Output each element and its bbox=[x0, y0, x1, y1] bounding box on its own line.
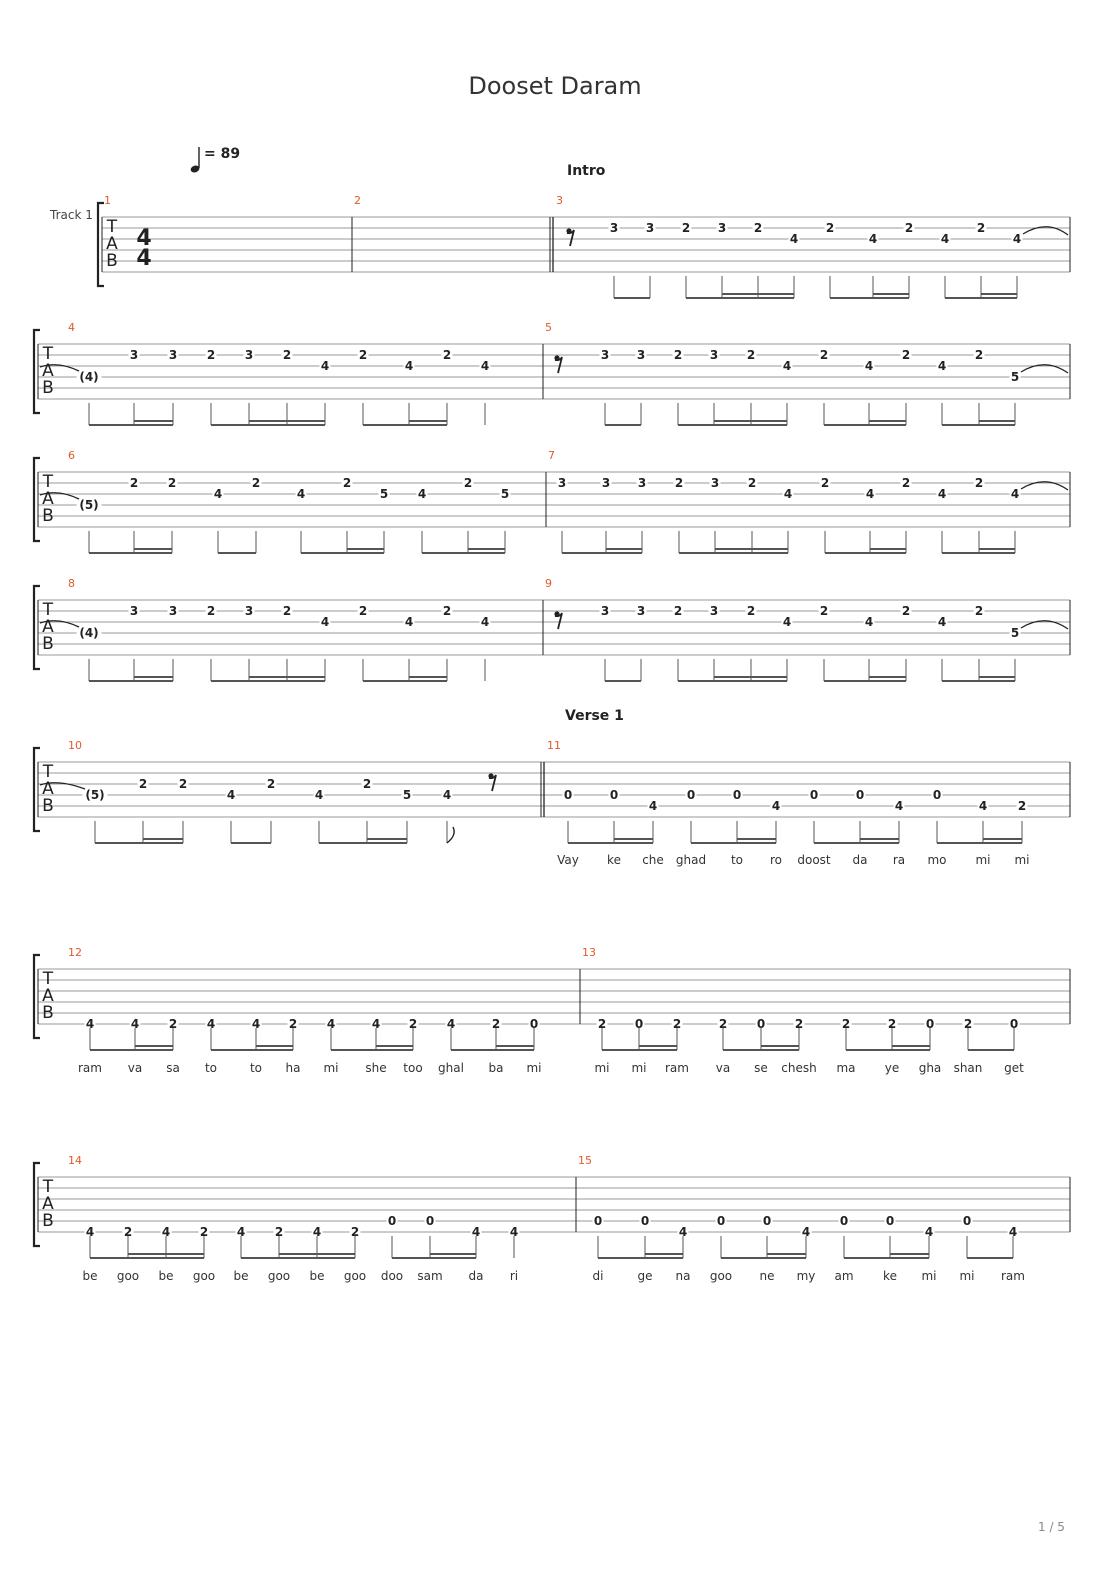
fret-number: 4 bbox=[206, 1017, 216, 1031]
lyric-syllable: goo bbox=[192, 1269, 216, 1283]
fret-number: 2 bbox=[178, 777, 188, 791]
fret-number: 4 bbox=[236, 1225, 246, 1239]
tab-clef-letter: A bbox=[42, 1194, 54, 1214]
fret-number: 3 bbox=[600, 604, 610, 618]
lyric-syllable: ghal bbox=[438, 1061, 464, 1075]
fret-number: 0 bbox=[839, 1214, 849, 1228]
tab-clef-letter: B bbox=[42, 796, 54, 816]
fret-number: 3 bbox=[557, 476, 567, 490]
fret-number: 4 bbox=[326, 1017, 336, 1031]
fret-number: 2 bbox=[350, 1225, 360, 1239]
measure-number: 1 bbox=[104, 194, 111, 207]
tab-clef-letter: B bbox=[106, 251, 118, 271]
tab-clef-letter: T bbox=[42, 1177, 54, 1197]
fret-number: 4 bbox=[371, 1017, 381, 1031]
eighth-rest bbox=[554, 355, 562, 373]
tab-system bbox=[34, 577, 1070, 681]
fret-number: 2 bbox=[442, 348, 452, 362]
lyric-syllable: my bbox=[796, 1269, 816, 1283]
fret-number: 4 bbox=[161, 1225, 171, 1239]
tab-clef-letter: T bbox=[42, 600, 54, 620]
lyric-syllable: va bbox=[715, 1061, 731, 1075]
tab-clef-letter: T bbox=[42, 344, 54, 364]
lyric-syllable: be bbox=[82, 1269, 98, 1283]
fret-number: 0 bbox=[809, 788, 819, 802]
fret-number: 4 bbox=[320, 359, 330, 373]
fret-number: 2 bbox=[463, 476, 473, 490]
lyric-syllable: ri bbox=[509, 1269, 519, 1283]
fret-number: 2 bbox=[266, 777, 276, 791]
fret-number: 4 bbox=[296, 487, 306, 501]
fret-number: 4 bbox=[782, 359, 792, 373]
page-number: 1 / 5 bbox=[1038, 1520, 1065, 1534]
lyric-syllable: chesh bbox=[781, 1061, 817, 1075]
fret-number: 2 bbox=[963, 1017, 973, 1031]
fret-number: 5 bbox=[379, 487, 389, 501]
measure-number: 7 bbox=[548, 449, 555, 462]
lyric-syllable: to bbox=[249, 1061, 263, 1075]
tab-system bbox=[34, 946, 1070, 1075]
fret-number: 2 bbox=[746, 348, 756, 362]
fret-number: 0 bbox=[756, 1017, 766, 1031]
fret-number: 4 bbox=[801, 1225, 811, 1239]
lyric-syllable: sa bbox=[166, 1061, 180, 1075]
fret-number: 4 bbox=[442, 788, 452, 802]
fret-number: 4 bbox=[471, 1225, 481, 1239]
fret-number: 2 bbox=[362, 777, 372, 791]
lyric-syllable: mi bbox=[594, 1061, 610, 1075]
fret-number: 3 bbox=[636, 348, 646, 362]
fret-number: 4 bbox=[130, 1017, 140, 1031]
tab-clef-letter: B bbox=[42, 1003, 54, 1023]
fret-number: 2 bbox=[819, 604, 829, 618]
fret-number: 3 bbox=[609, 221, 619, 235]
measure-number: 4 bbox=[68, 321, 75, 334]
fret-number: 4 bbox=[771, 799, 781, 813]
fret-number: (5) bbox=[79, 498, 99, 512]
tab-system bbox=[34, 1154, 1070, 1283]
fret-number: 3 bbox=[601, 476, 611, 490]
measure-number: 13 bbox=[582, 946, 596, 959]
tempo-value: = 89 bbox=[204, 146, 241, 162]
lyric-syllable: to bbox=[730, 853, 744, 867]
tab-clef-letter: T bbox=[42, 472, 54, 492]
fret-number: 2 bbox=[274, 1225, 284, 1239]
fret-number: 0 bbox=[762, 1214, 772, 1228]
lyric-syllable: mi bbox=[921, 1269, 937, 1283]
fret-number: 2 bbox=[199, 1225, 209, 1239]
fret-number: 4 bbox=[446, 1017, 456, 1031]
score-title: Dooset Daram bbox=[468, 72, 642, 100]
lyric-syllable: goo bbox=[267, 1269, 291, 1283]
note-flag bbox=[447, 827, 454, 843]
lyric-syllable: to bbox=[204, 1061, 218, 1075]
fret-number: 0 bbox=[529, 1017, 539, 1031]
fret-number: 0 bbox=[634, 1017, 644, 1031]
fret-number: 2 bbox=[819, 348, 829, 362]
fret-number: 0 bbox=[925, 1017, 935, 1031]
tab-clef-letter: T bbox=[42, 969, 54, 989]
lyric-syllable: ha bbox=[285, 1061, 301, 1075]
lyric-syllable: gha bbox=[918, 1061, 942, 1075]
fret-number: 2 bbox=[674, 476, 684, 490]
fret-number: 2 bbox=[901, 604, 911, 618]
system-bracket bbox=[34, 586, 40, 669]
fret-number: 4 bbox=[937, 615, 947, 629]
fret-number: 4 bbox=[213, 487, 223, 501]
fret-number: 2 bbox=[129, 476, 139, 490]
system-bracket bbox=[34, 1163, 40, 1246]
fret-number: 4 bbox=[417, 487, 427, 501]
tab-clef-letter: A bbox=[42, 617, 54, 637]
fret-number: 2 bbox=[904, 221, 914, 235]
system-bracket bbox=[98, 203, 104, 286]
fret-number: 4 bbox=[978, 799, 988, 813]
fret-number: 2 bbox=[288, 1017, 298, 1031]
fret-number: 3 bbox=[244, 348, 254, 362]
fret-number: 0 bbox=[425, 1214, 435, 1228]
fret-number: 3 bbox=[709, 604, 719, 618]
fret-number: 2 bbox=[167, 476, 177, 490]
lyric-syllable: be bbox=[309, 1269, 325, 1283]
lyric-syllable: goo bbox=[709, 1269, 733, 1283]
fret-number: 3 bbox=[637, 476, 647, 490]
fret-number: 2 bbox=[746, 604, 756, 618]
lyric-syllable: get bbox=[1004, 1061, 1024, 1075]
fret-number: 4 bbox=[868, 232, 878, 246]
section-label-intro: Intro bbox=[567, 163, 606, 179]
fret-number: 0 bbox=[885, 1214, 895, 1228]
fret-number: 2 bbox=[206, 604, 216, 618]
lyric-syllable: mo bbox=[927, 853, 947, 867]
fret-number: 2 bbox=[901, 476, 911, 490]
tab-clef-letter: A bbox=[42, 361, 54, 381]
fret-number: (5) bbox=[85, 788, 105, 802]
lyric-syllable: doost bbox=[797, 853, 831, 867]
fret-number: 3 bbox=[129, 348, 139, 362]
fret-number: 0 bbox=[732, 788, 742, 802]
tab-clef-letter: T bbox=[106, 217, 118, 237]
eighth-rest bbox=[488, 773, 496, 791]
fret-number: 4 bbox=[864, 359, 874, 373]
measure-number: 10 bbox=[68, 739, 82, 752]
fret-number: 4 bbox=[314, 788, 324, 802]
lyric-syllable: shan bbox=[953, 1061, 983, 1075]
fret-number: 2 bbox=[841, 1017, 851, 1031]
fret-number: 4 bbox=[783, 487, 793, 501]
fret-number: 4 bbox=[1012, 232, 1022, 246]
lyric-syllable: ram bbox=[78, 1061, 102, 1075]
tab-clef-letter: B bbox=[42, 506, 54, 526]
track-name: Track 1 bbox=[50, 208, 93, 222]
system-bracket bbox=[34, 955, 40, 1038]
fret-number: 0 bbox=[855, 788, 865, 802]
system-bracket bbox=[34, 748, 40, 831]
lyric-syllable: da bbox=[852, 853, 868, 867]
measure-number: 9 bbox=[545, 577, 552, 590]
fret-number: 3 bbox=[129, 604, 139, 618]
eighth-rest bbox=[554, 611, 562, 629]
lyric-syllable: sam bbox=[417, 1269, 443, 1283]
fret-number: 0 bbox=[686, 788, 696, 802]
measure-number: 14 bbox=[68, 1154, 82, 1167]
fret-number: 5 bbox=[500, 487, 510, 501]
tab-clef-letter: A bbox=[42, 779, 54, 799]
lyric-syllable: che bbox=[642, 853, 664, 867]
lyric-syllable: mi bbox=[959, 1269, 975, 1283]
fret-number: 0 bbox=[962, 1214, 972, 1228]
fret-number: 4 bbox=[782, 615, 792, 629]
lyric-syllable: ram bbox=[1001, 1269, 1025, 1283]
fret-number: 2 bbox=[681, 221, 691, 235]
fret-number: (4) bbox=[79, 370, 99, 384]
section-label-verse-1: Verse 1 bbox=[565, 708, 624, 724]
lyric-syllable: di bbox=[592, 1269, 604, 1283]
fret-number: 2 bbox=[442, 604, 452, 618]
fret-number: 2 bbox=[887, 1017, 897, 1031]
time-signature-bottom: 4 bbox=[136, 246, 152, 271]
fret-number: 4 bbox=[320, 615, 330, 629]
fret-number: 3 bbox=[168, 348, 178, 362]
fret-number: 5 bbox=[402, 788, 412, 802]
fret-number: 3 bbox=[717, 221, 727, 235]
lyric-syllable: goo bbox=[116, 1269, 140, 1283]
lyric-syllable: va bbox=[127, 1061, 143, 1075]
tab-clef-letter: B bbox=[42, 1211, 54, 1231]
lyric-syllable: ke bbox=[883, 1269, 897, 1283]
fret-number: 4 bbox=[937, 487, 947, 501]
measure-number: 11 bbox=[547, 739, 561, 752]
fret-number: 2 bbox=[138, 777, 148, 791]
fret-number: 2 bbox=[794, 1017, 804, 1031]
tab-clef-letter: A bbox=[42, 986, 54, 1006]
fret-number: 2 bbox=[976, 221, 986, 235]
fret-number: 2 bbox=[825, 221, 835, 235]
lyric-syllable: doo bbox=[380, 1269, 404, 1283]
fret-number: 2 bbox=[342, 476, 352, 490]
fret-number: 0 bbox=[593, 1214, 603, 1228]
lyric-syllable: ke bbox=[607, 853, 621, 867]
lyric-syllable: da bbox=[468, 1269, 484, 1283]
lyric-syllable: ge bbox=[637, 1269, 653, 1283]
fret-number: 5 bbox=[1010, 626, 1020, 640]
measure-number: 8 bbox=[68, 577, 75, 590]
fret-number: 2 bbox=[358, 604, 368, 618]
fret-number: 4 bbox=[480, 615, 490, 629]
fret-number: 2 bbox=[358, 348, 368, 362]
tab-clef-letter: T bbox=[42, 762, 54, 782]
fret-number: (4) bbox=[79, 626, 99, 640]
lyric-syllable: Vay bbox=[557, 853, 579, 867]
fret-number: 3 bbox=[645, 221, 655, 235]
fret-number: 2 bbox=[206, 348, 216, 362]
lyric-syllable: goo bbox=[343, 1269, 367, 1283]
fret-number: 3 bbox=[636, 604, 646, 618]
tab-clef-letter: A bbox=[42, 489, 54, 509]
lyric-syllable: mi bbox=[1014, 853, 1030, 867]
fret-number: 3 bbox=[600, 348, 610, 362]
tab-system bbox=[34, 739, 1070, 867]
fret-number: 3 bbox=[168, 604, 178, 618]
fret-number: 4 bbox=[940, 232, 950, 246]
fret-number: 2 bbox=[597, 1017, 607, 1031]
lyric-syllable: mi bbox=[975, 853, 991, 867]
measure-number: 5 bbox=[545, 321, 552, 334]
lyric-syllable: ne bbox=[759, 1269, 775, 1283]
lyric-syllable: se bbox=[754, 1061, 768, 1075]
fret-number: 2 bbox=[282, 348, 292, 362]
fret-number: 0 bbox=[387, 1214, 397, 1228]
system-bracket bbox=[34, 458, 40, 541]
fret-number: 4 bbox=[226, 788, 236, 802]
fret-number: 4 bbox=[894, 799, 904, 813]
fret-number: 2 bbox=[974, 476, 984, 490]
tab-system bbox=[34, 449, 1070, 553]
fret-number: 2 bbox=[1017, 799, 1027, 813]
measure-number: 12 bbox=[68, 946, 82, 959]
fret-number: 4 bbox=[864, 615, 874, 629]
fret-number: 4 bbox=[865, 487, 875, 501]
fret-number: 2 bbox=[718, 1017, 728, 1031]
fret-number: 4 bbox=[1010, 487, 1020, 501]
fret-number: 0 bbox=[716, 1214, 726, 1228]
fret-number: 0 bbox=[609, 788, 619, 802]
fret-number: 2 bbox=[901, 348, 911, 362]
fret-number: 4 bbox=[509, 1225, 519, 1239]
fret-number: 4 bbox=[789, 232, 799, 246]
fret-number: 0 bbox=[563, 788, 573, 802]
fret-number: 2 bbox=[820, 476, 830, 490]
fret-number: 3 bbox=[244, 604, 254, 618]
fret-number: 2 bbox=[408, 1017, 418, 1031]
lyric-syllable: be bbox=[158, 1269, 174, 1283]
fret-number: 2 bbox=[251, 476, 261, 490]
tab-clef-letter: A bbox=[106, 234, 118, 254]
tab-clef-letter: B bbox=[42, 378, 54, 398]
measure-number: 3 bbox=[556, 194, 563, 207]
measure-number: 2 bbox=[354, 194, 361, 207]
fret-number: 2 bbox=[753, 221, 763, 235]
tab-system bbox=[98, 194, 1070, 298]
fret-number: 4 bbox=[404, 615, 414, 629]
fret-number: 2 bbox=[168, 1017, 178, 1031]
lyric-syllable: am bbox=[834, 1269, 854, 1283]
lyric-syllable: ram bbox=[665, 1061, 689, 1075]
lyric-syllable: ye bbox=[884, 1061, 900, 1075]
measure-number: 15 bbox=[578, 1154, 592, 1167]
fret-number: 2 bbox=[974, 604, 984, 618]
fret-number: 5 bbox=[1010, 370, 1020, 384]
lyric-syllable: ra bbox=[892, 853, 906, 867]
fret-number: 4 bbox=[404, 359, 414, 373]
tab-clef-letter: B bbox=[42, 634, 54, 654]
lyric-syllable: mi bbox=[631, 1061, 647, 1075]
fret-number: 3 bbox=[710, 476, 720, 490]
lyric-syllable: too bbox=[403, 1061, 423, 1075]
fret-number: 4 bbox=[648, 799, 658, 813]
fret-number: 2 bbox=[491, 1017, 501, 1031]
lyric-syllable: ghad bbox=[675, 853, 707, 867]
fret-number: 0 bbox=[640, 1214, 650, 1228]
fret-number: 4 bbox=[85, 1225, 95, 1239]
fret-number: 2 bbox=[282, 604, 292, 618]
lyric-syllable: ba bbox=[488, 1061, 504, 1075]
lyric-syllable: ma bbox=[836, 1061, 856, 1075]
tab-system bbox=[34, 321, 1070, 425]
fret-number: 4 bbox=[937, 359, 947, 373]
lyric-syllable: ro bbox=[769, 853, 783, 867]
fret-number: 4 bbox=[480, 359, 490, 373]
lyric-syllable: na bbox=[675, 1269, 691, 1283]
fret-number: 4 bbox=[251, 1017, 261, 1031]
fret-number: 2 bbox=[673, 604, 683, 618]
system-bracket bbox=[34, 330, 40, 413]
time-signature-top: 4 bbox=[136, 226, 152, 251]
lyric-syllable: she bbox=[365, 1061, 387, 1075]
lyric-syllable: be bbox=[233, 1269, 249, 1283]
lyric-syllable: mi bbox=[526, 1061, 542, 1075]
eighth-rest bbox=[566, 228, 574, 246]
fret-number: 4 bbox=[924, 1225, 934, 1239]
fret-number: 2 bbox=[974, 348, 984, 362]
fret-number: 4 bbox=[85, 1017, 95, 1031]
fret-number: 4 bbox=[678, 1225, 688, 1239]
fret-number: 4 bbox=[312, 1225, 322, 1239]
lyric-syllable: mi bbox=[323, 1061, 339, 1075]
fret-number: 2 bbox=[123, 1225, 133, 1239]
fret-number: 2 bbox=[672, 1017, 682, 1031]
fret-number: 0 bbox=[932, 788, 942, 802]
fret-number: 3 bbox=[709, 348, 719, 362]
fret-number: 2 bbox=[747, 476, 757, 490]
measure-number: 6 bbox=[68, 449, 75, 462]
fret-number: 4 bbox=[1008, 1225, 1018, 1239]
fret-number: 0 bbox=[1009, 1017, 1019, 1031]
fret-number: 2 bbox=[673, 348, 683, 362]
